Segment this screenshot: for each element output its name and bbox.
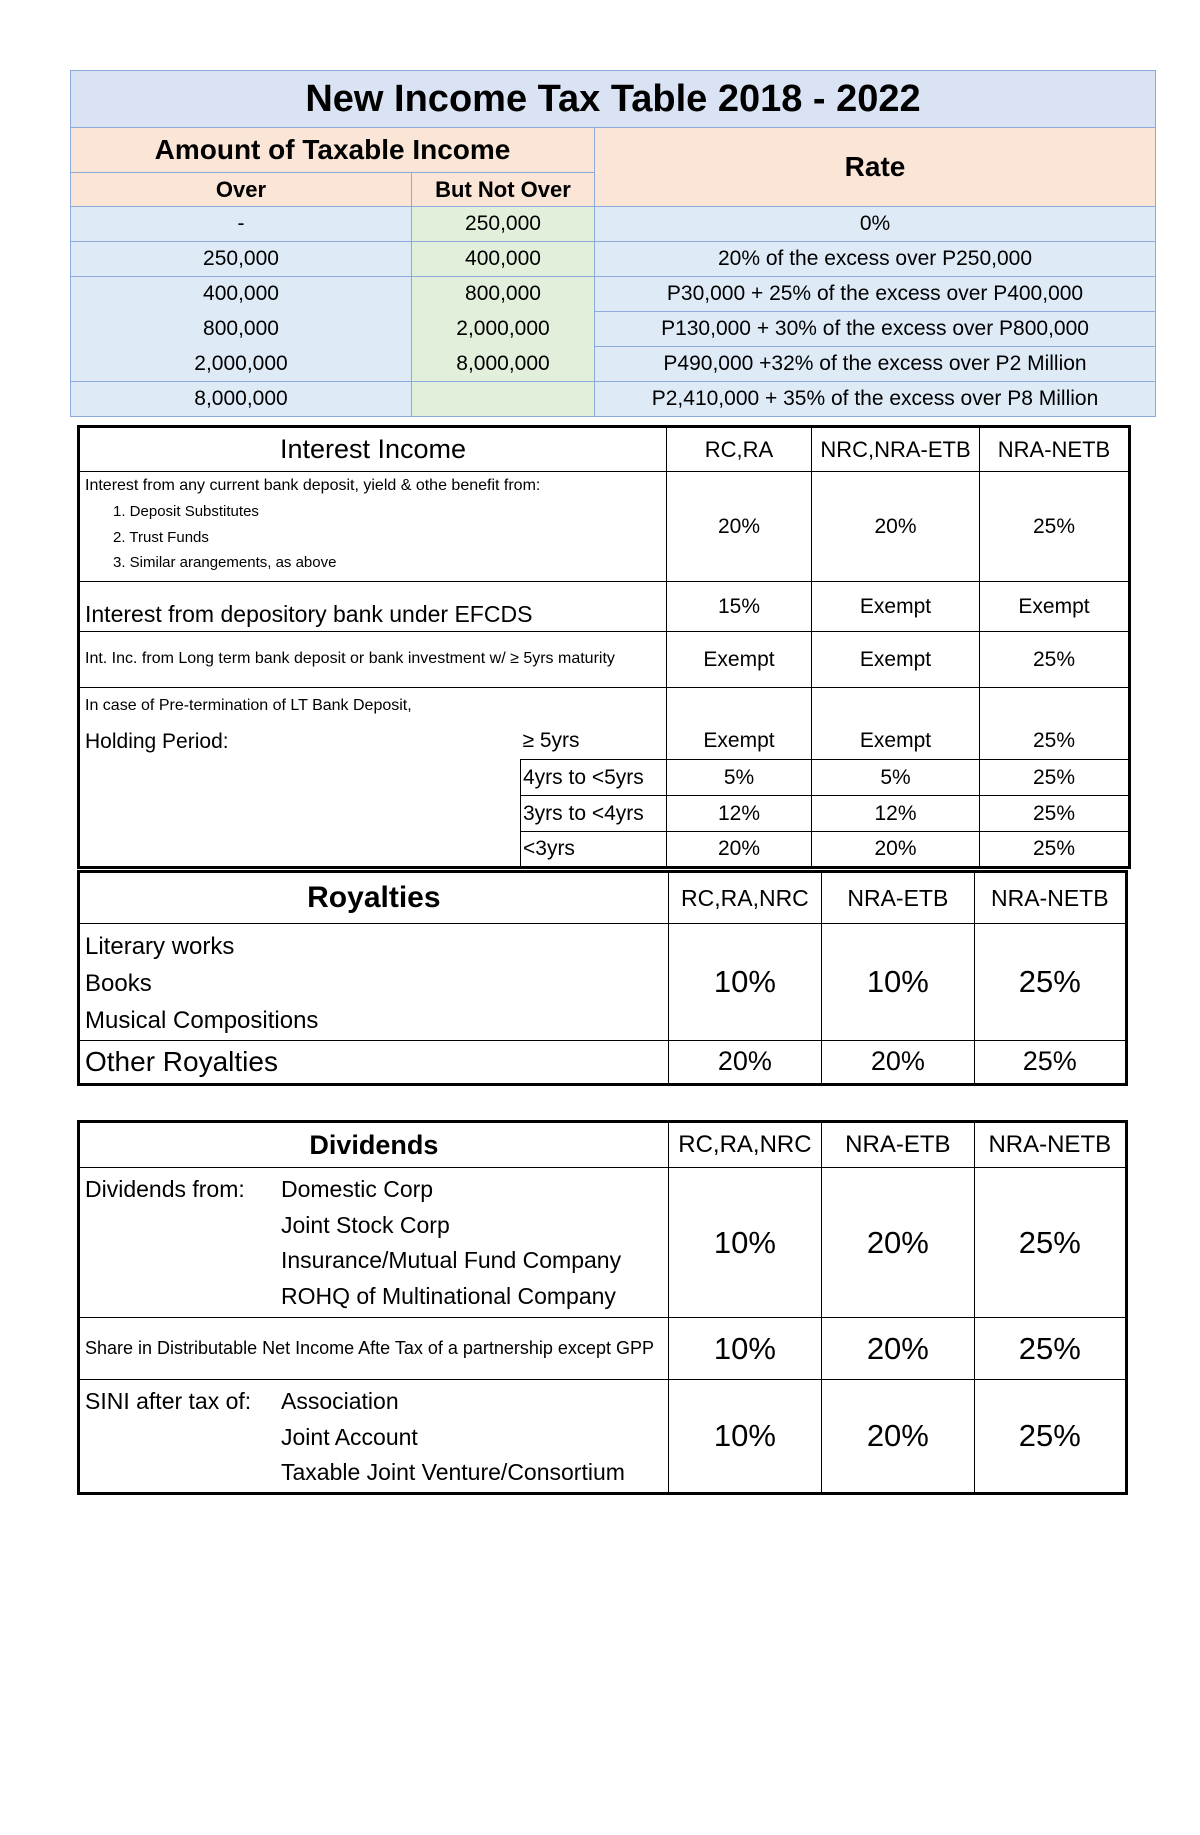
rate-cell: 10% <box>822 924 974 1041</box>
not-over-cell <box>412 382 595 417</box>
table-row <box>71 242 1156 277</box>
rate-cell: 25% <box>974 1040 1126 1084</box>
period-label: 4yrs to <5yrs <box>521 760 667 796</box>
current-deposit-text: Interest from any current bank deposit, yield & othe benefit from: <box>85 477 541 494</box>
tax-table-title: New Income Tax Table 2018 - 2022 <box>71 71 1156 128</box>
rate-cell: 25% <box>980 796 1130 832</box>
list-item: Books <box>85 970 152 998</box>
royalty-items-cell <box>79 924 669 1041</box>
holding-period-label: Holding Period: <box>79 724 521 760</box>
rate-cell: 25% <box>974 1168 1126 1318</box>
pretermination-label: In case of Pre-termination of LT Bank Deposit, <box>79 688 667 724</box>
income-tax-table <box>70 70 1156 417</box>
rate-cell: 20% <box>822 1040 974 1084</box>
rate-cell: 10% <box>668 1168 821 1318</box>
col-header: RC,RA,NRC <box>668 872 821 924</box>
rate-cell: P130,000 + 30% of the excess over P800,000 <box>595 312 1156 347</box>
not-over-cell: 2,000,000 <box>412 312 595 347</box>
current-deposit-cell <box>79 472 667 582</box>
table-row <box>71 312 1156 347</box>
rate-cell: 5% <box>812 760 980 796</box>
over-cell: 400,000 <box>71 277 412 312</box>
col-header: NRA-ETB <box>822 1122 974 1168</box>
rate-cell: 20% <box>812 472 980 582</box>
rate-cell: Exempt <box>812 724 980 760</box>
rate-cell: 20% <box>667 832 812 868</box>
col-header: RC,RA <box>667 427 812 472</box>
rate-cell: Exempt <box>667 632 812 688</box>
table-row <box>71 347 1156 382</box>
blank-cell <box>812 688 980 724</box>
sini-label: SINI after tax of: <box>85 1388 252 1414</box>
list-item: Literary works <box>85 933 235 960</box>
col-header: NRA-NETB <box>974 1122 1126 1168</box>
list-item: Musical Compositions <box>85 1007 319 1035</box>
rate-cell: 20% <box>822 1168 974 1318</box>
over-cell: - <box>71 207 412 242</box>
rate-cell: Exempt <box>980 582 1130 632</box>
list-item: 1. Deposit Substitutes <box>113 503 259 521</box>
col-header: NRA-NETB <box>980 427 1130 472</box>
over-cell: 800,000 <box>71 312 412 347</box>
rate-cell: 20% <box>822 1380 974 1494</box>
interest-income-table <box>77 425 1131 869</box>
col-header: NRA-ETB <box>822 872 974 924</box>
amount-header: Amount of Taxable Income <box>71 128 595 173</box>
blank-cell <box>667 688 812 724</box>
rate-cell: 10% <box>668 1318 821 1380</box>
rate-cell: 25% <box>980 832 1130 868</box>
rate-cell: 12% <box>812 796 980 832</box>
col-header: RC,RA,NRC <box>668 1122 821 1168</box>
rate-cell: 0% <box>595 207 1156 242</box>
rate-cell: 5% <box>667 760 812 796</box>
royalties-title: Royalties <box>79 872 669 924</box>
blank-cell <box>980 688 1130 724</box>
dividends-table <box>77 1120 1128 1495</box>
rate-cell: 25% <box>980 760 1130 796</box>
over-cell: 2,000,000 <box>71 347 412 382</box>
rate-cell: 20% of the excess over P250,000 <box>595 242 1156 277</box>
rate-cell: 10% <box>668 924 821 1041</box>
blank-cell <box>79 832 521 868</box>
list-item: Association <box>281 1388 399 1414</box>
rate-cell: 25% <box>974 1380 1126 1494</box>
interest-title: Interest Income <box>79 427 667 472</box>
rate-header: Rate <box>595 128 1156 207</box>
rate-cell: 10% <box>668 1380 821 1494</box>
list-item: Taxable Joint Venture/Consortium <box>281 1459 625 1486</box>
rate-cell: 20% <box>667 472 812 582</box>
period-label: 3yrs to <4yrs <box>521 796 667 832</box>
blank-cell <box>79 796 521 832</box>
rate-cell: Exempt <box>812 632 980 688</box>
dividends-title: Dividends <box>79 1122 669 1168</box>
royalties-table <box>77 870 1128 1086</box>
rate-cell: P2,410,000 + 35% of the excess over P8 Million <box>595 382 1156 417</box>
other-royalties-label: Other Royalties <box>79 1040 669 1084</box>
list-item: Joint Stock Corp <box>281 1211 450 1238</box>
rate-cell: 20% <box>668 1040 821 1084</box>
partnership-share-label: Share in Distributable Net Income Afte Tax of a partnership except GPP <box>79 1318 669 1380</box>
rate-cell: 25% <box>974 1318 1126 1380</box>
over-cell: 250,000 <box>71 242 412 277</box>
not-over-cell: 250,000 <box>412 207 595 242</box>
table-row <box>71 382 1156 417</box>
over-cell: 8,000,000 <box>71 382 412 417</box>
blank-cell <box>79 760 521 796</box>
col-header: NRC,NRA-ETB <box>812 427 980 472</box>
rate-cell: Exempt <box>667 724 812 760</box>
rate-cell: P490,000 +32% of the excess over P2 Million <box>595 347 1156 382</box>
rate-cell: 15% <box>667 582 812 632</box>
list-item: ROHQ of Multinational Company <box>281 1282 616 1309</box>
not-over-cell: 400,000 <box>412 242 595 277</box>
over-header: Over <box>71 173 412 207</box>
sini-cell <box>79 1380 669 1494</box>
rate-cell: 12% <box>667 796 812 832</box>
list-item: 3. Similar arangements, as above <box>113 554 337 572</box>
rate-cell: 25% <box>980 724 1130 760</box>
list-item: Insurance/Mutual Fund Company <box>281 1247 622 1274</box>
rate-cell: 25% <box>974 924 1126 1041</box>
list-item: Joint Account <box>281 1423 418 1450</box>
long-term-label: Int. Inc. from Long term bank deposit or bank investment w/ ≥ 5yrs maturity <box>79 632 667 688</box>
list-item: 2. Trust Funds <box>113 528 209 546</box>
rate-cell: Exempt <box>812 582 980 632</box>
dividends-from-label: Dividends from: <box>85 1176 245 1202</box>
table-row <box>71 277 1156 312</box>
not-over-header: But Not Over <box>412 173 595 207</box>
period-label: ≥ 5yrs <box>521 724 667 760</box>
rate-cell: 25% <box>980 472 1130 582</box>
rate-cell: 20% <box>812 832 980 868</box>
efcds-label: Interest from depository bank under EFCDS <box>79 582 667 632</box>
rate-cell: 25% <box>980 632 1130 688</box>
col-header: NRA-NETB <box>974 872 1126 924</box>
dividends-from-cell <box>79 1168 669 1318</box>
not-over-cell: 8,000,000 <box>412 347 595 382</box>
rate-cell: 20% <box>822 1318 974 1380</box>
table-row <box>71 207 1156 242</box>
list-item: Domestic Corp <box>281 1176 434 1202</box>
not-over-cell: 800,000 <box>412 277 595 312</box>
rate-cell: P30,000 + 25% of the excess over P400,000 <box>595 277 1156 312</box>
period-label: <3yrs <box>521 832 667 868</box>
